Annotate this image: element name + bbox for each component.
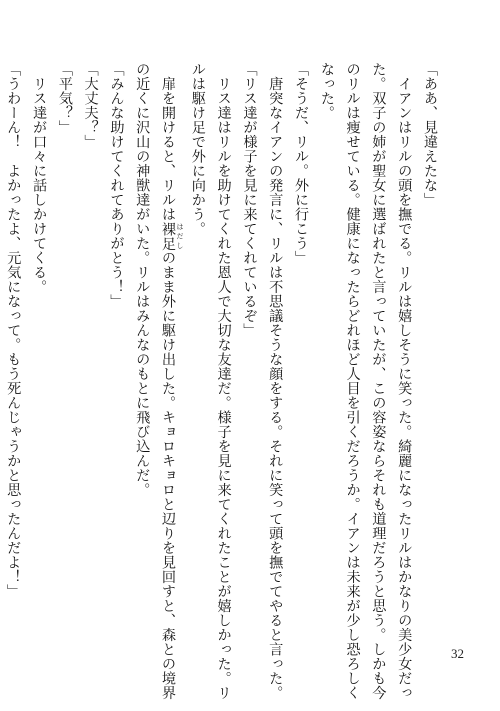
text-line-3: た。双子の姉が聖女に選ばれたと言っていたが、この容姿ならそれも道理だろうと思う。しかも今: [370, 62, 387, 700]
text-line-11: 扉を開けると、リルは裸足 はだしのまま外に駆け出した。キョロキョロと辺りを見回すと、森との境界: [160, 62, 185, 700]
text-line-12: の近くに沢山の神獣達がいた。リルはみんなのもとに飛び込んだ。: [134, 62, 151, 497]
text-line-17: 「うわーん！ よかったよ、元気になって。もう死んじゃうかと思ったんだよ！」: [5, 62, 22, 599]
ruby-reading: はだし: [176, 221, 185, 251]
text-line-13: 「みんな助けてくれてありがとう！」: [108, 62, 125, 309]
text-line-9: リス達はリルを助けてくれた恩人で大切な友達だ。様子を見に来てくれたことが嬉しかった。リ: [215, 62, 232, 700]
text-line-7: 唐突なイアンの発言に、リルは不思議そうな顔をする。それに笑って頭を撫でてやると言った。: [267, 62, 284, 700]
text-line-15: 「平気？」: [56, 62, 73, 135]
text-line-1: 「ああ、見違えたな」: [422, 62, 438, 207]
vertical-text-block: [5, 62, 442, 700]
text-line-16: リス達が口々に話しかけてくる。: [31, 62, 48, 294]
text-line-10: ルは駆け足で外に向かう。: [189, 62, 206, 236]
page-number: 32: [451, 646, 464, 661]
text-line-14: 「大丈夫？」: [82, 62, 99, 149]
text-line-6: 「そうだ、リル。外に行こう」: [293, 62, 310, 265]
text-line-2: イアンはリルの頭を撫でる。リルは嬉しそうに笑った。綺麗になったリルはかなりの美少女だっ: [396, 62, 413, 700]
ruby-annotation: 裸足 はだし: [160, 221, 185, 251]
text-line-4: のリルは痩せている。健康になったらどれほど人目を引くだろうか。イアンは未来が少し恐ろしく: [344, 62, 361, 700]
text-line-5: なった。: [318, 62, 335, 120]
text-line-8: 「リス達が様子を見に来てくれているぞ」: [241, 62, 258, 338]
